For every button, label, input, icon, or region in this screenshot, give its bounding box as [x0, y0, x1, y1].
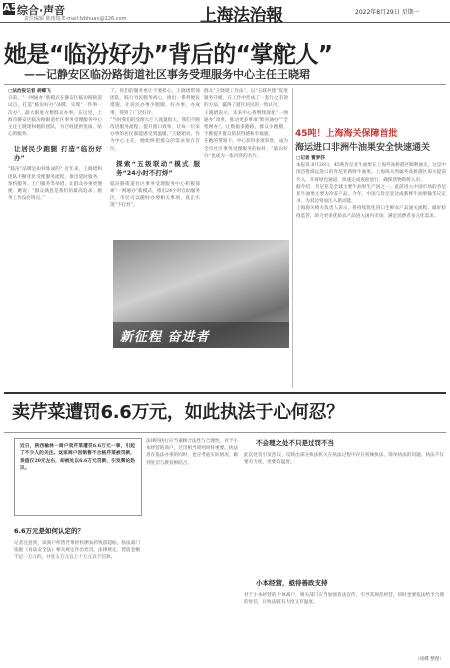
paragraph: 上海海关相关负责人表示，将持续优化进口生鲜农产品通关流程，做好检疫监管，助力更多优质农产品进入国内市场，满足消费者多元化需求。	[296, 206, 446, 219]
article2-subheading: 不会理之处不只是过罚不当	[256, 439, 334, 447]
article2-column-4	[244, 592, 444, 654]
article2-column-3	[244, 452, 444, 562]
article2-column-1	[14, 540, 140, 658]
divider	[4, 84, 446, 85]
page-number-logo: A5	[3, 3, 18, 14]
paragraph: 法律的执行应当兼顾合法性与合理性。对于小本经营的商户，过罚相当原则同样重要。执法者在依法办事的同时，也应考虑实际情况，做到处罚与教育相结合。	[146, 439, 238, 466]
article2-column-2	[146, 438, 238, 658]
paragraph: 了，你们的服务更让不要担心。王晓珺带领团队，践行为民服务初心，推出一系列便民措施，让居民办事少跑腿、好办事、办成事，得到了广泛好评。	[110, 89, 200, 116]
paragraph: “临汾”品牌是如何炼成的？近年来，王晓珺和团队不断优化受理服务流程，推出延时服务、预约服务、上门服务等举措，让群众办事更便捷。她说：“群众满意是我们的最高追求，服务工作没有终点。”	[8, 167, 102, 202]
article1-column-1	[8, 88, 102, 393]
article1-column-3	[204, 88, 288, 238]
paragraph: 王晓珺表示，未来中心将继续深化“一网通办”改革，推动更多事项“跨省通办”“全程网办”，让数据多跑路、群众少跑腿，不断提升群众的获得感和幸福感。	[204, 110, 288, 138]
masthead: 上海法治報	[200, 6, 283, 26]
article2-headline: 卖芹菜遭罚6.6万元，如此执法于心何忍？	[12, 402, 344, 423]
section-title: 综合·声音	[17, 4, 66, 17]
paragraph: 记者注意到，该商户所售芹菜经检测农药残留超标，执法部门依据《食品安全法》相关规定作出处罚。法律规定，货值金额不足一万元的，并处五万元以上十万元以下罚款。	[14, 541, 140, 561]
paragraph: 本报讯 8月26日，45吨肯尼亚牛油果在上海外高桥港区顺利通关，这是中国首批海运进口的肯尼亚新鲜牛油果。上海海关所属外高桥港区海关提前介入，开辟绿色通道，快速完成查验放行，确保货物新鲜入市。	[296, 163, 446, 183]
article2-subheading: 6.6万元是如何认定的？	[14, 527, 85, 535]
paragraph: 据介绍，肯尼亚是全球主要牛油果生产国之一，此前进入中国市场的肯尼亚牛油果主要为冷冻产品。今年，中国与肯尼亚达成新鲜牛油果输华议定书，为双边贸易注入新动能。	[296, 184, 446, 205]
editor-signature: （胡蝶 整理）	[415, 657, 445, 662]
paragraph: 此次处罚引发热议，反映出部分执法机关在执法过程中存在机械执法、简单执法的问题。执法不仅要有力度，更要有温度。	[244, 453, 444, 466]
paragraph: 群众“王晓珺工作法”。以“五联共建”促进服务升级，在工作中形成了一套行之有效的方法，赢得了辖区居民的一致认可。	[204, 89, 288, 109]
article2-lede: 近日，陕西榆林一商户卖芹菜遭罚6.6万元一事，引起了不少人的关注。这家商户因销售不合格芹菜被罚款，货值仅20元左右，却被处以6.6万元罚款，引发舆论热议。	[20, 444, 135, 471]
main-subhead: ——记静安区临汾路街道社区事务受理服务中心主任王晓珺	[24, 68, 310, 81]
article1-column-2	[110, 88, 200, 238]
paragraph: 对于小本经营的个体商户，相关部门应当加强普法宣传，引导其规范经营，同时也要依法给予合理的处罚，让执法既有力度又有温度。	[244, 593, 444, 606]
editor-line: 责任编辑 陈雨瑞 E-mail:fzbhuan@126.com	[24, 16, 127, 22]
section-subheading: 让居民少跑腿 打造“临汾好办”	[14, 145, 102, 163]
divider	[4, 432, 446, 433]
photo-caption: 新征程 奋进者	[120, 330, 210, 345]
issue-date: 2022年8月29日 星期一	[355, 9, 420, 16]
paragraph: “当时我们的受理大厅人流量很大，我们不断改进服务流程，提升窗口效率，让每一位来办事的居民都能感受到温暖。”王晓珺说，作为中心主任，她始终把群众的需求放在首位。	[110, 117, 200, 152]
section-subheading: 探索“五级联动”模式 服务“24小时不打烊”	[116, 159, 200, 177]
paragraph: 日前，“一网通办”新模式在静安区临汾路街道试点。打造“临汾好办”品牌，实现“一件事一次办”，最大限度方便群众办事。在这里，上海市静安区临汾路街道社区事务受理服务中心主任王晓珺和她的团队，为百姓提供优质、贴心的服务。	[8, 96, 102, 138]
sidebar-headline: 45吨！上海海关保障首批	[295, 129, 398, 139]
paragraph: 在她的带领下，中心获得多项荣誉，成为全市社区事务受理服务的标杆，“临汾好办”也成为一张闪亮的名片。	[204, 139, 288, 159]
divider	[4, 392, 446, 394]
paragraph: 临汾路街道社区事务受理服务中心积极探索“一网通办”新模式，推出24小时自助服务区，市民可以随时办理相关事项，真正实现“不打烊”。	[110, 181, 200, 209]
sidebar-subheadline: 海运进口非洲牛油果安全快速通关	[295, 143, 431, 153]
byline: □记者 曹梦莎	[296, 156, 325, 161]
article2-subheading: 小本经营，亟待善政支持	[256, 579, 328, 587]
byline: □法治报记者 胡蝶飞	[8, 89, 51, 94]
sidebar-body	[296, 155, 446, 388]
column-divider	[292, 88, 293, 388]
main-headline: 她是“临汾好办”背后的“掌舵人”	[4, 42, 333, 68]
